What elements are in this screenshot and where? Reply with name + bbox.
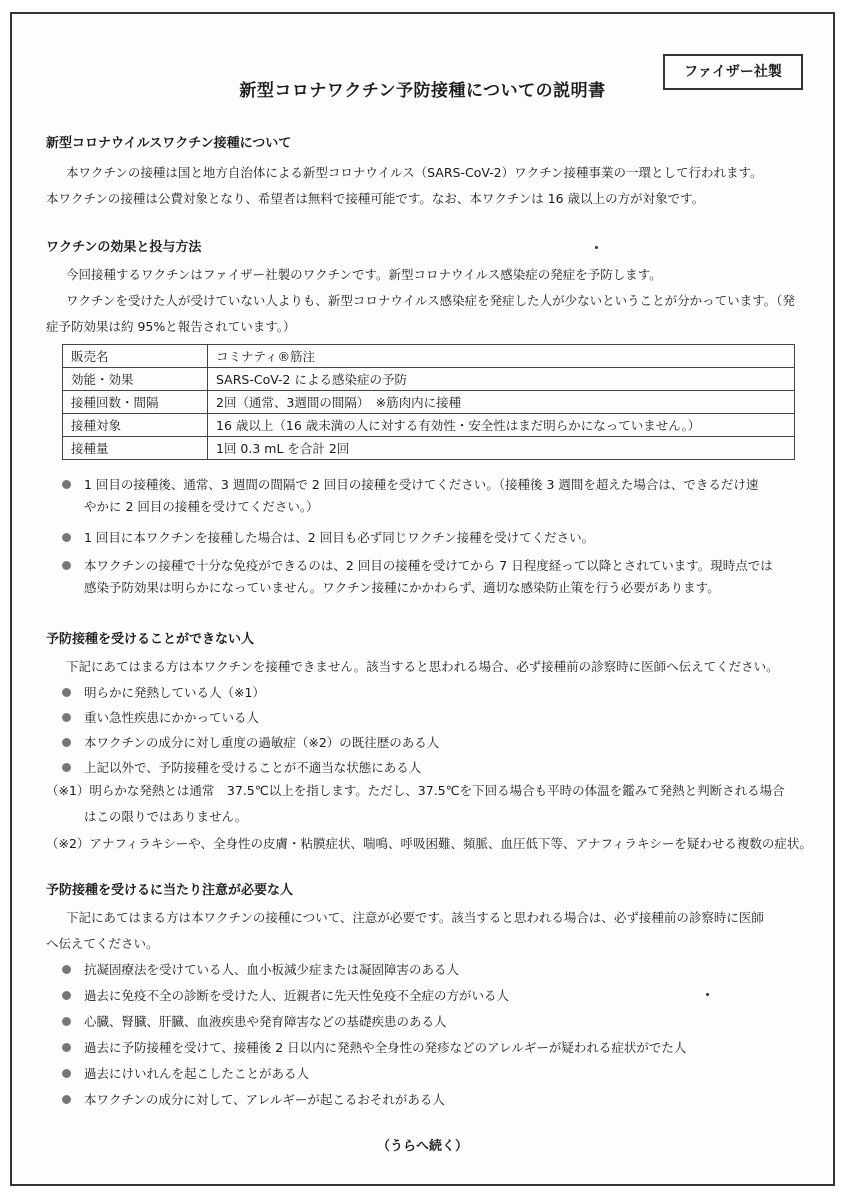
section-paragraph <box>46 654 806 680</box>
vaccine-info-table <box>62 344 795 460</box>
table-row <box>63 368 795 391</box>
list-item: 1 回目の接種後、通常、3 週間の間隔で 2 回目の接種を受けてください。（接種後 3 週間を超えた場合は、できるだけ速 やかに 2 回目の接種を受けてください。） <box>62 474 802 518</box>
list-item: 過去にけいれんを起こしたことがある人 <box>62 1063 802 1085</box>
section-heading-effect: ワクチンの効果と投与方法 <box>46 240 202 255</box>
continued-note: （うらへ続く） <box>376 1139 468 1154</box>
table-value: コミナティ®筋注 <box>208 345 795 368</box>
paragraph-line: 本ワクチンの接種は公費対象となり、希望者は無料で接種可能です。なお、本ワクチンは 16 歳以上の方が対象です。 <box>46 191 705 206</box>
list-item: 重い急性疾患にかかっている人 <box>62 707 802 729</box>
list-item: 本ワクチンの成分に対して、アレルギーが起こるおそれがある人 <box>62 1089 802 1111</box>
bullet-icon <box>62 763 71 772</box>
section-paragraph <box>46 262 806 340</box>
document-page <box>10 12 835 1186</box>
table-key: 接種量 <box>63 437 208 460</box>
table-value: SARS-CoV-2 による感染症の予防 <box>208 368 795 391</box>
paragraph-line: 下記にあてはまる方は本ワクチンを接種できません。該当すると思われる場合、必ず接種前の診察時に医師へ伝えてください。 <box>66 659 779 674</box>
table-key: 効能・効果 <box>63 368 208 391</box>
scan-speck <box>595 246 598 249</box>
section-heading-caution: 予防接種を受けるに当たり注意が必要な人 <box>46 883 294 898</box>
footnote-2: （※2）アナフィラキシーや、全身性の皮膚・粘膜症状、喘鳴、呼吸困難、頻脈、血圧低下等、アナフィラキシーを疑わせる複数の症状。 <box>46 836 812 851</box>
table-value: 1回 0.3 mL を合計 2回 <box>208 437 795 460</box>
table-row <box>63 414 795 437</box>
bullet-icon <box>62 1017 71 1026</box>
section-heading-cannot-receive: 予防接種を受けることができない人 <box>46 632 255 647</box>
paragraph-line: ワクチンを受けた人が受けていない人よりも、新型コロナウイルス感染症を発症した人が少ないということが分かっています。（発 <box>66 293 795 308</box>
paragraph-line: 症予防効果は約 95%と報告されています。） <box>46 319 296 334</box>
bullet-icon <box>62 1069 71 1078</box>
list-item: 明らかに発熱している人（※1） <box>62 682 802 704</box>
list-item: 上記以外で、予防接種を受けることが不適当な状態にある人 <box>62 757 802 779</box>
table-value: 2回（通常、3週間の間隔） ※筋肉内に接種 <box>208 391 795 414</box>
bullet-icon <box>62 991 71 1000</box>
list-item: 本ワクチンの接種で十分な免疫ができるのは、2 回目の接種を受けてから 7 日程度経って以降とされています。現時点では 感染予防効果は明らかになっていません。ワクチン接種にかかわらず、適切な感染防止策を行う必要があります。 <box>62 555 802 599</box>
section-paragraph <box>46 160 806 212</box>
bullet-icon <box>62 533 71 542</box>
paragraph-line: 下記にあてはまる方は本ワクチンの接種について、注意が必要です。該当すると思われる場合は、必ず接種前の診察時に医師 <box>66 910 764 925</box>
bullet-icon <box>62 738 71 747</box>
table-key: 接種対象 <box>63 414 208 437</box>
paragraph-line: 今回接種するワクチンはファイザー社製のワクチンです。新型コロナウイルス感染症の発症を予防します。 <box>66 267 662 282</box>
table-row <box>63 345 795 368</box>
scan-speck <box>706 993 709 996</box>
manufacturer-box: ファイザー社製 <box>663 54 803 90</box>
section-heading-vaccination: 新型コロナウイルスワクチン接種について <box>46 136 292 151</box>
table-value: 16 歳以上（16 歳未満の人に対する有効性・安全性はまだ明らかになっていません。） <box>208 414 795 437</box>
table-row <box>63 437 795 460</box>
list-item: 本ワクチンの成分に対し重度の過敏症（※2）の既往歴のある人 <box>62 732 802 754</box>
table-key: 接種回数・間隔 <box>63 391 208 414</box>
list-item: 1 回目に本ワクチンを接種した場合は、2 回目も必ず同じワクチン接種を受けてください。 <box>62 527 802 549</box>
section-paragraph <box>46 905 806 957</box>
footnote-1: （※1）明らかな発熱とは通常 37.5℃以上を指します。ただし、37.5℃を下回る場合も平時の体温を鑑みて発熱と判断される場合 はこの限りではありません。 <box>46 783 785 824</box>
bullet-icon <box>62 480 71 489</box>
table-key: 販売名 <box>63 345 208 368</box>
bullet-icon <box>62 688 71 697</box>
table-row <box>63 391 795 414</box>
paragraph-line: 本ワクチンの接種は国と地方自治体による新型コロナウイルス（SARS-CoV-2）ワクチン接種事業の一環として行われます。 <box>66 165 763 180</box>
bullet-icon <box>62 713 71 722</box>
bullet-icon <box>62 1095 71 1104</box>
list-item: 抗凝固療法を受けている人、血小板減少症または凝固障害のある人 <box>62 959 802 981</box>
bullet-icon <box>62 1043 71 1052</box>
list-item: 過去に免疫不全の診断を受けた人、近親者に先天性免疫不全症の方がいる人 <box>62 985 802 1007</box>
page-title: 新型コロナワクチン予防接種についての説明書 <box>239 81 606 101</box>
list-item: 心臓、腎臓、肝臓、血液疾患や発育障害などの基礎疾患のある人 <box>62 1011 802 1033</box>
list-item: 過去に予防接種を受けて、接種後 2 日以内に発熱や全身性の発疹などのアレルギーが疑われる症状がでた人 <box>62 1037 802 1059</box>
bullet-icon <box>62 561 71 570</box>
bullet-icon <box>62 965 71 974</box>
paragraph-line: へ伝えてください。 <box>46 936 159 951</box>
